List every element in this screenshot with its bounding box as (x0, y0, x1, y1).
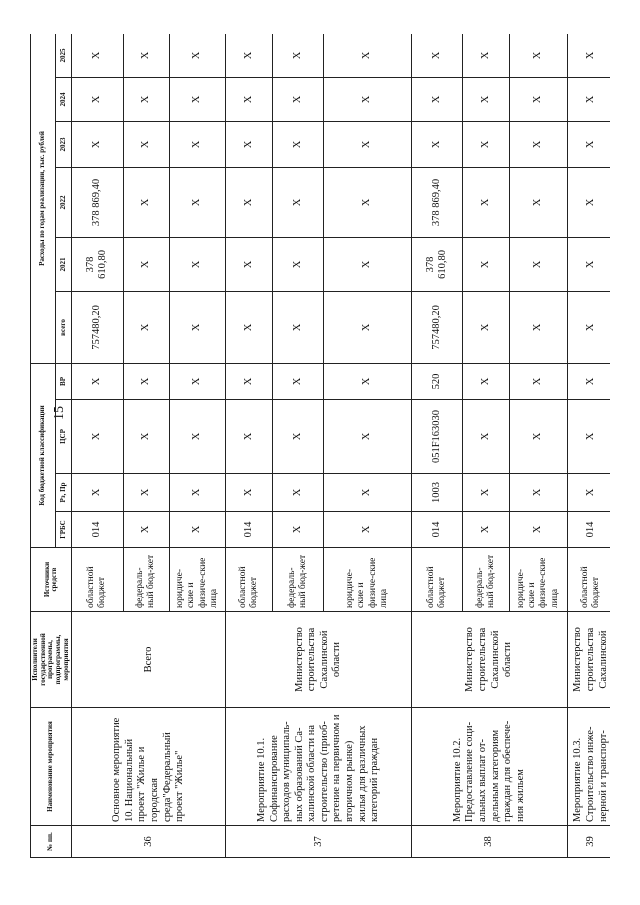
cell-y2025: Х (226, 34, 272, 77)
cell-y2024: Х (567, 77, 610, 121)
cell-grbs: Х (170, 512, 226, 548)
cell-y2025: Х (509, 34, 567, 77)
header-total: всего (56, 291, 72, 363)
cell-grbs: Х (463, 512, 509, 548)
cell-grbs: 014 (226, 512, 272, 548)
measure-name: Мероприятие 10.1. Софинансирование расходов муниципаль-ных образований Са-халинской области на строительство (приоб-ретение на первичном и вторичном рынке) жилья для различных категорий граждан (226, 708, 412, 826)
cell-csr: Х (170, 400, 226, 474)
cell-rzpr: Х (509, 474, 567, 512)
header-executor: Исполнители государственной программы, подпрограммы, мероприятия (31, 612, 72, 708)
funding-source: областной бюджет (412, 548, 463, 612)
header-rzpr: Рз, Пр (56, 474, 72, 512)
executor: Всего (72, 612, 226, 708)
cell-y2021: Х (272, 237, 323, 291)
funding-source: федераль-ный бюд-жет (123, 548, 169, 612)
table-body (72, 34, 610, 858)
cell-vr: Х (463, 363, 509, 399)
cell-vr: Х (567, 363, 610, 399)
header-name: Наименование мероприятия (31, 708, 72, 826)
cell-total: Х (324, 291, 412, 363)
executor: Министерство строительства Сахалинской (567, 612, 610, 708)
funding-source: областной бюджет (226, 548, 272, 612)
cell-y2022: Х (272, 167, 323, 237)
cell-total: Х (272, 291, 323, 363)
cell-rzpr: Х (170, 474, 226, 512)
executor: Министерство строительства Сахалинской области (226, 612, 412, 708)
cell-total: Х (123, 291, 169, 363)
cell-y2024: Х (170, 77, 226, 121)
table-row (412, 34, 463, 858)
cell-csr: Х (123, 400, 169, 474)
page-number: 15 (52, 406, 67, 420)
cell-y2021: Х (170, 237, 226, 291)
cell-csr: Х (72, 400, 123, 474)
measure-name: Мероприятие 10.3. Строительство инже-нерной и транспорт- (567, 708, 610, 826)
cell-y2024: Х (226, 77, 272, 121)
cell-y2021: Х (509, 237, 567, 291)
cell-y2021: Х (226, 237, 272, 291)
cell-csr: Х (567, 400, 610, 474)
header-2023: 2023 (56, 121, 72, 167)
header-no: № пп. (31, 826, 72, 858)
cell-y2025: Х (412, 34, 463, 77)
cell-rzpr: Х (123, 474, 169, 512)
cell-y2022: Х (509, 167, 567, 237)
cell-vr: Х (509, 363, 567, 399)
cell-y2024: Х (72, 77, 123, 121)
cell-vr: Х (324, 363, 412, 399)
cell-y2024: Х (272, 77, 323, 121)
cell-rzpr: Х (463, 474, 509, 512)
cell-y2022: Х (324, 167, 412, 237)
cell-y2021: Х (567, 237, 610, 291)
cell-y2022: Х (170, 167, 226, 237)
cell-total: Х (170, 291, 226, 363)
cell-grbs: Х (123, 512, 169, 548)
header-2024: 2024 (56, 77, 72, 121)
cell-vr: Х (272, 363, 323, 399)
cell-csr: 051F163030 (412, 400, 463, 474)
cell-grbs: 014 (72, 512, 123, 548)
row-number: 36 (72, 826, 226, 858)
table-row (226, 34, 272, 858)
cell-y2025: Х (123, 34, 169, 77)
cell-grbs: Х (509, 512, 567, 548)
cell-y2021: Х (463, 237, 509, 291)
cell-total: Х (509, 291, 567, 363)
cell-y2022: Х (567, 167, 610, 237)
funding-source: юридиче-ские и физиче-ские лица (170, 548, 226, 612)
cell-y2021: Х (324, 237, 412, 291)
cell-y2023: Х (567, 121, 610, 167)
cell-y2023: Х (509, 121, 567, 167)
row-number: 38 (412, 826, 568, 858)
cell-y2021: Х (123, 237, 169, 291)
cell-vr: Х (72, 363, 123, 399)
cell-vr: 520 (412, 363, 463, 399)
row-number: 37 (226, 826, 412, 858)
cell-total: 757480,20 (412, 291, 463, 363)
cell-total: Х (567, 291, 610, 363)
cell-vr: Х (123, 363, 169, 399)
header-csr: ЦСР (56, 400, 72, 474)
cell-grbs: 014 (412, 512, 463, 548)
header-2022: 2022 (56, 167, 72, 237)
cell-y2024: Х (463, 77, 509, 121)
cell-y2022: Х (463, 167, 509, 237)
cell-y2022: 378 869,40 (412, 167, 463, 237)
cell-grbs: 014 (567, 512, 610, 548)
cell-y2021: 378 610,80 (72, 237, 123, 291)
cell-vr: Х (170, 363, 226, 399)
cell-rzpr: Х (567, 474, 610, 512)
table-row (72, 34, 123, 858)
cell-rzpr: 1003 (412, 474, 463, 512)
cell-y2022: 378 869,40 (72, 167, 123, 237)
cell-total: 757480,20 (72, 291, 123, 363)
cell-y2023: Х (463, 121, 509, 167)
cell-grbs: Х (324, 512, 412, 548)
cell-csr: Х (324, 400, 412, 474)
cell-csr: Х (509, 400, 567, 474)
cell-y2025: Х (324, 34, 412, 77)
header-expenses-group: Расходы по годам реализации, тыс. рублей (31, 34, 56, 363)
cell-csr: Х (463, 400, 509, 474)
document-table-area (30, 34, 610, 858)
measure-name: Основное мероприятие 10. Национальный проект "Жилье и городская среда"Федеральный проект "Жилье" (72, 708, 226, 826)
row-number: 39 (567, 826, 610, 858)
cell-vr: Х (226, 363, 272, 399)
header-2025: 2025 (56, 34, 72, 77)
header-grbs: ГРБС (56, 512, 72, 548)
table-row (567, 34, 610, 858)
cell-y2025: Х (463, 34, 509, 77)
header-vr: ВР (56, 363, 72, 399)
budget-table (30, 34, 610, 858)
header-2021: 2021 (56, 237, 72, 291)
measure-name: Мероприятие 10.2. Предоставление соци-альных выплат от-дельным категориям граждан для обеспече-ния жильем (412, 708, 568, 826)
rotated-table (30, 34, 610, 858)
funding-source: юридиче-ские и физиче-ские лица (324, 548, 412, 612)
cell-csr: Х (226, 400, 272, 474)
cell-y2023: Х (324, 121, 412, 167)
cell-rzpr: Х (72, 474, 123, 512)
executor: Министерство строительства Сахалинской области (412, 612, 568, 708)
cell-y2023: Х (412, 121, 463, 167)
cell-csr: Х (272, 400, 323, 474)
cell-y2025: Х (170, 34, 226, 77)
cell-y2025: Х (72, 34, 123, 77)
header-source: Источники средств (31, 548, 72, 612)
cell-y2025: Х (272, 34, 323, 77)
cell-y2023: Х (72, 121, 123, 167)
cell-y2024: Х (509, 77, 567, 121)
cell-rzpr: Х (272, 474, 323, 512)
cell-y2023: Х (226, 121, 272, 167)
cell-y2021: 378 610,80 (412, 237, 463, 291)
funding-source: федераль-ный бюд-жет (463, 548, 509, 612)
cell-y2023: Х (123, 121, 169, 167)
funding-source: федераль-ный бюд-жет (272, 548, 323, 612)
cell-grbs: Х (272, 512, 323, 548)
funding-source: юридиче-ские и физиче-ские лица (509, 548, 567, 612)
cell-y2024: Х (123, 77, 169, 121)
cell-y2023: Х (272, 121, 323, 167)
cell-rzpr: Х (324, 474, 412, 512)
cell-y2022: Х (123, 167, 169, 237)
funding-source: областной бюджет (72, 548, 123, 612)
funding-source: областной бюджет (567, 548, 610, 612)
cell-y2022: Х (226, 167, 272, 237)
cell-y2025: Х (567, 34, 610, 77)
cell-y2024: Х (412, 77, 463, 121)
cell-total: Х (463, 291, 509, 363)
header-code-group: Код бюджетной классификации (31, 363, 56, 547)
cell-total: Х (226, 291, 272, 363)
cell-rzpr: Х (226, 474, 272, 512)
cell-y2023: Х (170, 121, 226, 167)
cell-y2024: Х (324, 77, 412, 121)
